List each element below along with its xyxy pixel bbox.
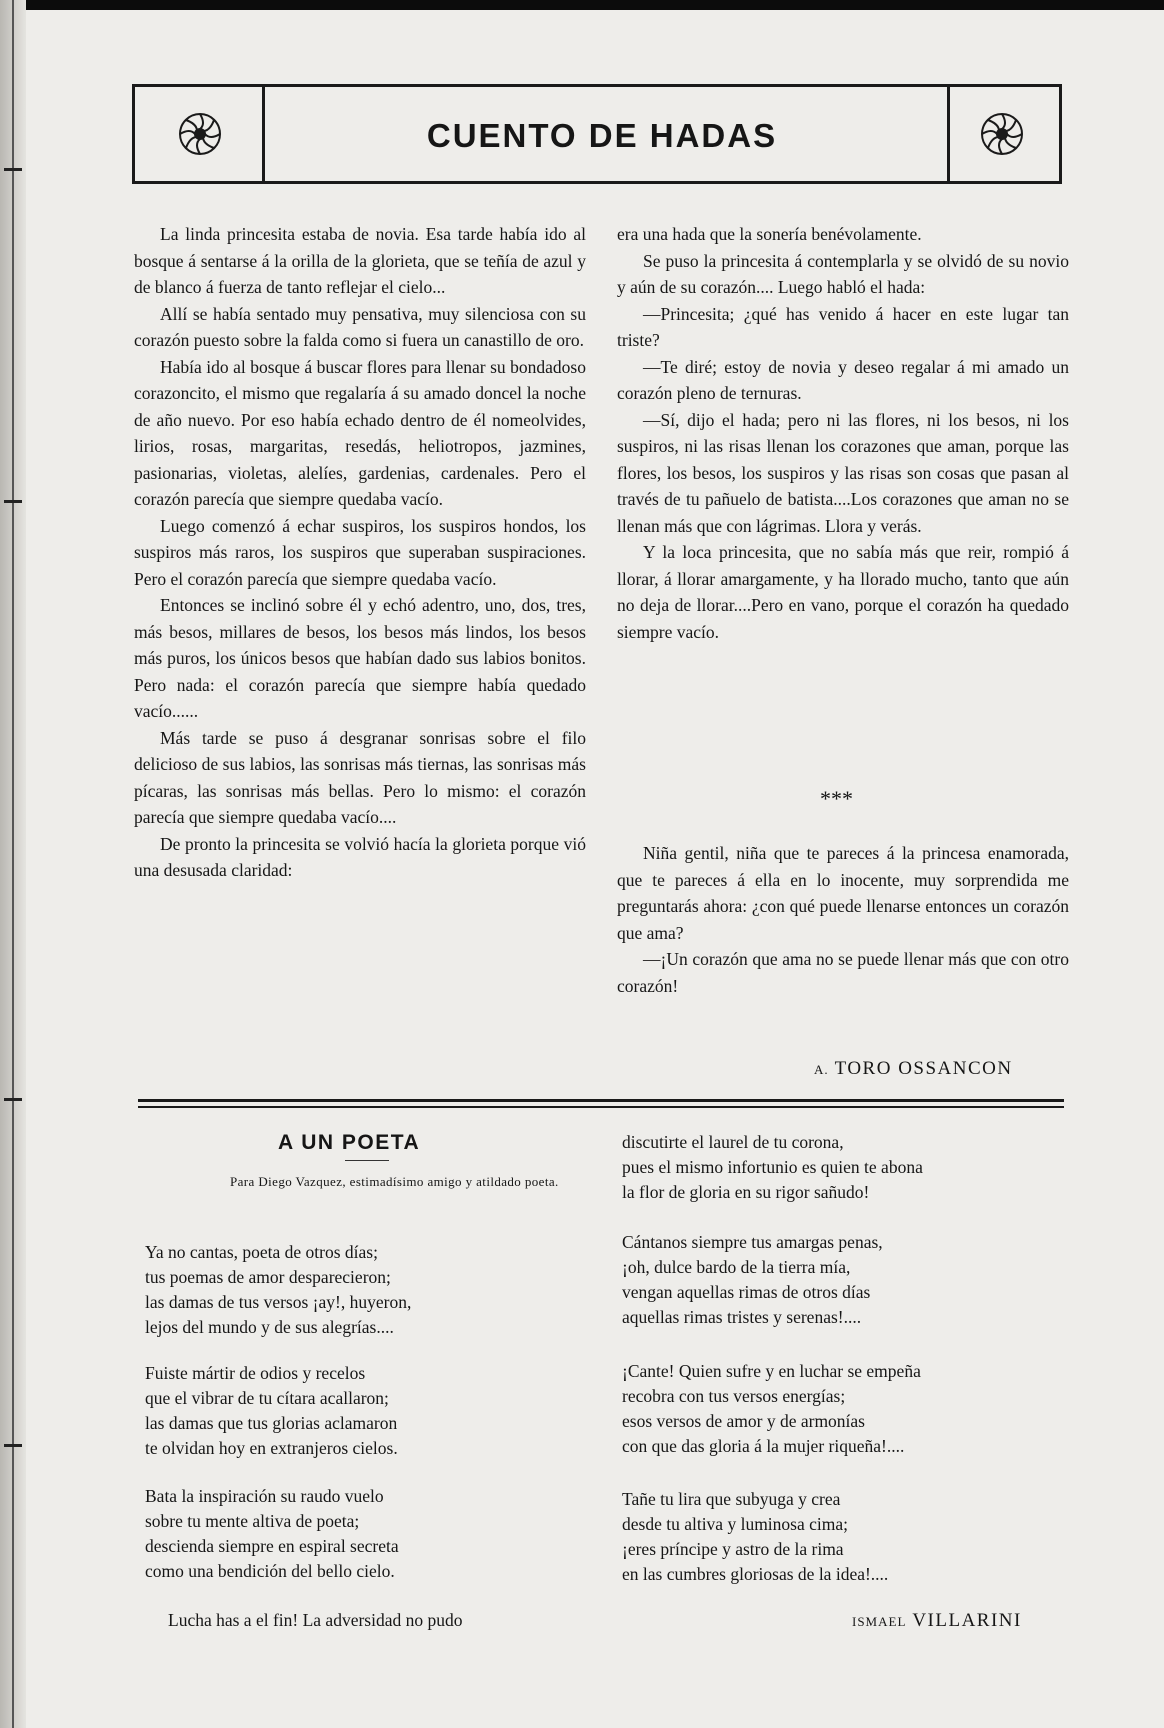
poem-verse: que el vibrar de tu cítara acallaron; bbox=[145, 1388, 389, 1408]
poem-author-signature bbox=[852, 1610, 1022, 1632]
poem-stanza-left-1 bbox=[145, 1240, 411, 1340]
poem-verse: las damas que tus glorias aclamaron bbox=[145, 1413, 398, 1433]
poem-verse: descienda siempre en espiral secreta bbox=[145, 1536, 399, 1556]
poem-author-first-name: ISMAEL bbox=[852, 1614, 907, 1629]
rosette-ornament-icon bbox=[175, 109, 225, 159]
poem-verse: recobra con tus versos energías; bbox=[622, 1386, 846, 1406]
story-author-name: TORO OSSANCON bbox=[834, 1058, 1013, 1079]
binding-stitch bbox=[4, 1098, 22, 1101]
poem-verse: Cántanos siempre tus amargas penas, bbox=[622, 1232, 883, 1252]
story-paragraph: era una hada que la sonería benévolamente. bbox=[617, 224, 922, 244]
poem-stanza-right-3 bbox=[622, 1359, 921, 1459]
story-paragraph: Había ido al bosque á buscar flores para llenar su bondadoso corazoncito, el mismo que regalaría á su amado doncel la noche de año nuevo. Por eso había echado dentro de él nomeolvides, lirios, rosas, margaritas, resedás, heliotropos, jazmines, pasionarias, violetas, alelíes, gardenias, cardenales. Pero el corazón parecía que siempre quedaba vacío. bbox=[134, 356, 586, 509]
poem-verse: pues el mismo infortunio es quien te abona bbox=[622, 1157, 923, 1177]
poem-verse: sobre tu mente altiva de poeta; bbox=[145, 1511, 360, 1531]
page-top-edge bbox=[0, 0, 1164, 10]
poem-verse: Fuiste mártir de odios y recelos bbox=[145, 1363, 366, 1383]
binding-gutter bbox=[0, 0, 26, 1728]
story-paragraph: Y la loca princesita, que no sabía más que reir, rompió á llorar, á llorar amargamente, y ha llorado mucho, tanto que aún no deja de llorar....Pero en vano, porque el corazón ha quedado siempre vacío. bbox=[617, 542, 1069, 642]
story-paragraph: Se puso la princesita á contemplarla y se olvidó de su novio y aún de su corazón.... Luego habló el hada: bbox=[617, 250, 1069, 297]
story-paragraph: Allí se había sentado muy pensativa, muy silenciosa con su corazón puesto sobre la falda como si fuera un canastillo de oro. bbox=[134, 303, 586, 350]
story-title: CUENTO DE HADAS bbox=[426, 117, 778, 154]
story-author-initial: A. bbox=[814, 1062, 829, 1077]
story-paragraph: Luego comenzó á echar suspiros, los suspiros hondos, los suspiros más raros, los suspiros que superaban suspiraciones. Pero el corazón parecía que siempre quedaba vacío. bbox=[134, 515, 586, 589]
poem-verse: vengan aquellas rimas de otros días bbox=[622, 1282, 871, 1302]
poem-verse: discutirte el laurel de tu corona, bbox=[622, 1132, 844, 1152]
poem-verse: ¡eres príncipe y astro de la rima bbox=[622, 1539, 844, 1559]
header-divider-right bbox=[947, 87, 950, 181]
poem-verse: ¡oh, dulce bardo de la tierra mía, bbox=[622, 1257, 851, 1277]
poem-title: A UN POETA bbox=[278, 1131, 421, 1154]
poem-verse: Ya no cantas, poeta de otros días; bbox=[145, 1242, 378, 1262]
poem-verse: con que das gloria á la mujer riqueña!.... bbox=[622, 1436, 905, 1456]
story-paragraph: —Sí, dijo el hada; pero ni las flores, ni los besos, ni los suspiros, ni las risas llenan los corazones que aman, porque las flores, los besos, los suspiros y las risas son cosas que pasan al través de tu pañuelo de batista....Los corazones que aman no se llenan más que con lágrimas. Llora y verás. bbox=[617, 409, 1069, 536]
poem-verse: esos versos de amor y de armonías bbox=[622, 1411, 865, 1431]
poem-verse: la flor de gloria en su rigor sañudo! bbox=[622, 1182, 870, 1202]
poem-verse: aquellas rimas tristes y serenas!.... bbox=[622, 1307, 862, 1327]
rosette-ornament-icon bbox=[977, 109, 1027, 159]
story-paragraph: —Te diré; estoy de novia y deseo regalar á mi amado un corazón pleno de ternuras. bbox=[617, 356, 1069, 403]
binding-stitch bbox=[4, 500, 22, 503]
poem-verse: en las cumbres gloriosas de la idea!.... bbox=[622, 1564, 889, 1584]
story-left-column bbox=[134, 221, 586, 884]
poem-author-last-name: VILLARINI bbox=[912, 1610, 1022, 1631]
poem-verse: lejos del mundo y de sus alegrías.... bbox=[145, 1317, 394, 1337]
poem-verse: desde tu altiva y luminosa cima; bbox=[622, 1514, 848, 1534]
poem-stanza-left-4 bbox=[168, 1608, 462, 1633]
poem-stanza-left-3 bbox=[145, 1484, 399, 1584]
poem-stanza-right-2 bbox=[622, 1230, 883, 1330]
poem-stanza-right-4 bbox=[622, 1487, 888, 1587]
poem-verse: las damas de tus versos ¡ay!, huyeron, bbox=[145, 1292, 412, 1312]
poem-verse: Lucha has a el fin! La adversidad no pudo bbox=[168, 1610, 463, 1630]
binding-stitch bbox=[4, 168, 22, 171]
story-paragraph: De pronto la princesita se volvió hacía la glorieta porque vió una desusada claridad: bbox=[134, 833, 586, 880]
poem-verse: como una bendición del bello cielo. bbox=[145, 1561, 395, 1581]
story-paragraph: Más tarde se puso á desgranar sonrisas sobre el filo delicioso de sus labios, las sonrisas más tiernas, las sonrisas más pícaras, las sonrisas más bellas. Pero lo mismo: el corazón parecía que siempre quedaba vacío.... bbox=[134, 727, 586, 827]
poem-verse: te olvidan hoy en extranjeros cielos. bbox=[145, 1438, 398, 1458]
section-separator-stars: *** bbox=[820, 786, 853, 811]
poem-title-underline bbox=[345, 1160, 389, 1161]
story-paragraph: —Princesita; ¿qué has venido á hacer en este lugar tan triste? bbox=[617, 303, 1069, 350]
poem-verse: tus poemas de amor desparecieron; bbox=[145, 1267, 391, 1287]
story-paragraph: Niña gentil, niña que te pareces á la princesa enamorada, que te pareces á ella en lo inocente, muy sorprendida me preguntarás ahora: ¿con qué puede llenarse entonces un corazón que ama? bbox=[617, 843, 1069, 943]
story-paragraph: La linda princesita estaba de novia. Esa tarde había ido al bosque á sentarse á la orilla de la glorieta, que se teñía de azul y de blanco á fuerza de tanto reflejar el cielo... bbox=[134, 224, 586, 297]
poem-verse: Tañe tu lira que subyuga y crea bbox=[622, 1489, 841, 1509]
binding-line bbox=[12, 0, 14, 1728]
section-rule-bottom bbox=[138, 1106, 1064, 1108]
binding-stitch bbox=[4, 1444, 22, 1447]
poem-stanza-left-2 bbox=[145, 1361, 398, 1461]
poem-verse: ¡Cante! Quien sufre y en luchar se empeña bbox=[622, 1361, 921, 1381]
story-paragraph: Entonces se inclinó sobre él y echó adentro, uno, dos, tres, más besos, millares de besos, los besos más lindos, los besos más puros, los únicos besos que habían dado sus labios bonitos. Pero nada: el corazón parecía que siempre había quedado vacío...... bbox=[134, 595, 586, 721]
story-header-box bbox=[132, 84, 1062, 184]
story-author-signature bbox=[814, 1058, 1013, 1080]
story-paragraph: —¡Un corazón que ama no se puede llenar más que con otro corazón! bbox=[617, 949, 1069, 996]
story-closing-column bbox=[617, 840, 1069, 999]
poem-verse: Bata la inspiración su raudo vuelo bbox=[145, 1486, 384, 1506]
poem-dedication: Para Diego Vazquez, estimadísimo amigo y atildado poeta. bbox=[230, 1174, 559, 1189]
story-right-column bbox=[617, 221, 1069, 645]
poem-stanza-right-1 bbox=[622, 1130, 923, 1205]
section-rule-top bbox=[138, 1099, 1064, 1102]
